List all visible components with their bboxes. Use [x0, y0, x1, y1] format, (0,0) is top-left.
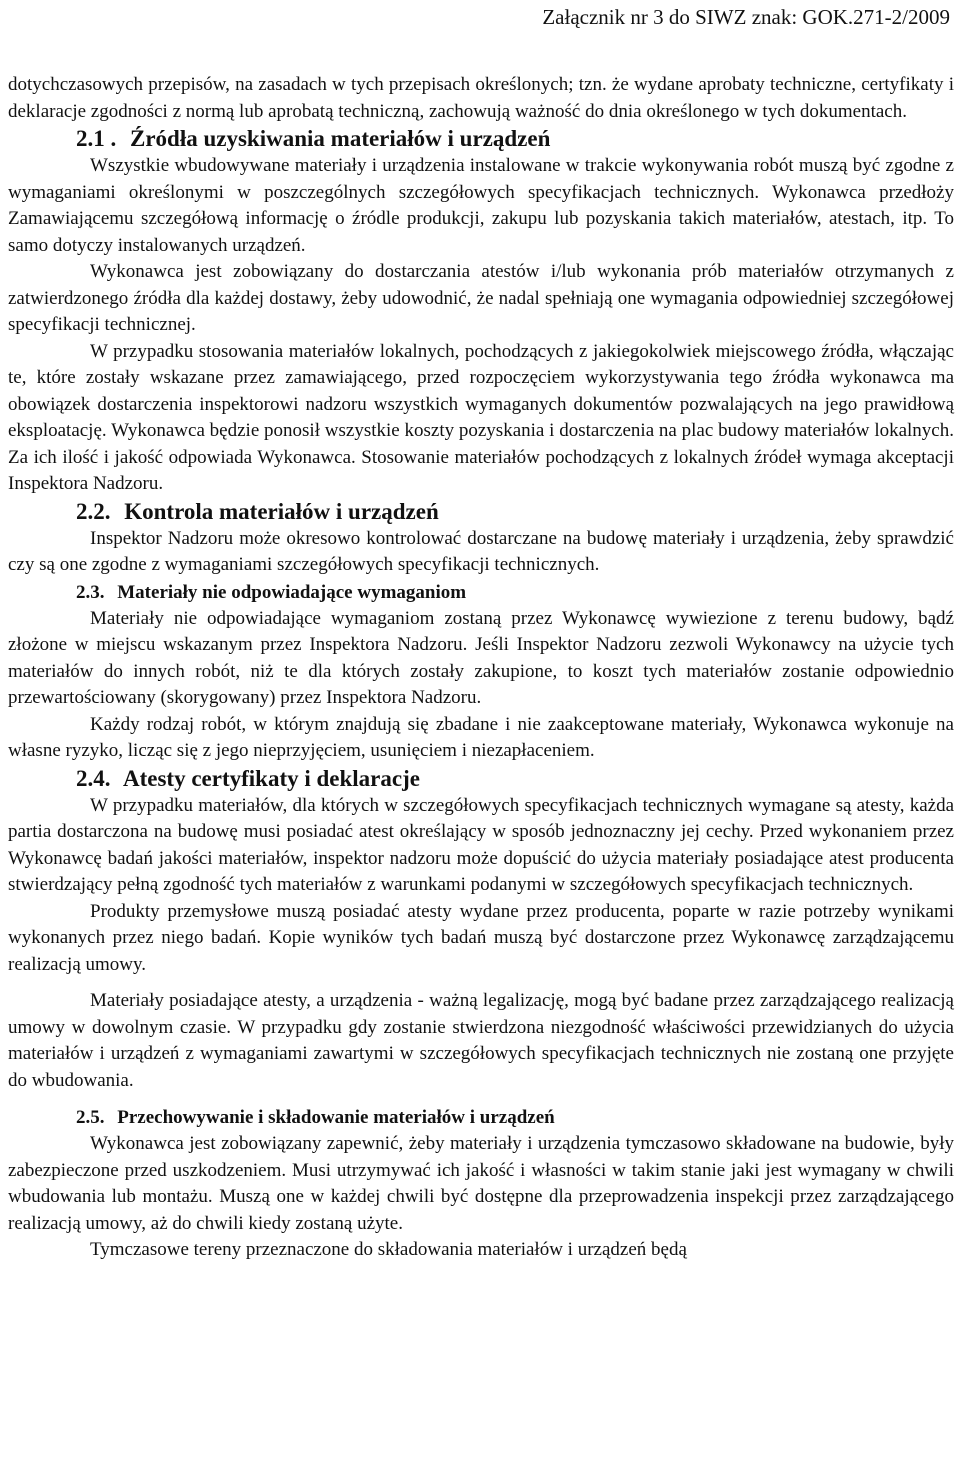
paragraph-gap [8, 1094, 954, 1104]
intro-paragraph: dotychczasowych przepisów, na zasadach w tych przepisach określonych; tzn. że wydane aprobaty techniczne, certyfikaty i deklaracje zgodności z normą lub aprobatą techniczną, zachowują ważność do dnia określonego w tych dokumentach. [8, 74, 954, 122]
section-2-4-paragraph-1: W przypadku materiałów, dla których w szczegółowych specyfikacjach technicznych wymagane są atesty, każda partia dostarczona na budowę musi posiadać atest określający w sposób jednoznaczny jej cechy. Przed wykonaniem przez Wykonawcę badań jakości materiałów, inspektor nadzoru może dopuścić do użycia materiały posiadające atest producenta stwierdzający pełną zgodność tych materiałów z warunkami podanymi w szczegółowych specyfikacjach technicznych. [8, 794, 954, 895]
section-2-4-title: Atesty certyfikaty i deklaracje [122, 765, 420, 791]
section-2-5-number: 2.5. [76, 1107, 105, 1128]
section-2-1-title: Źródła uzyskiwania materiałów i urządzeń [130, 126, 551, 151]
section-2-5-paragraph-1: Wykonawca jest zobowiązany zapewnić, żeby materiały i urządzenia tymczasowo składowane na budowie, były zabezpieczone przed uszkodzeniem. Musi utrzymywać ich jakość i własności w takim stanie jaki jest wymagany w chwili wbudowania lub montażu. Muszą one w każdej chwili być dostępne dla przeprowadzenia inspekcji przez zarządzającego realizacją umowy, aż do chwili kiedy zostaną użyte. [8, 1133, 954, 1234]
section-2-5-paragraph-2: Tymczasowe tereny przeznaczone do składowania materiałów i urządzeń będą [90, 1239, 687, 1260]
paragraph-gap [8, 978, 954, 988]
section-2-3-heading [8, 579, 954, 606]
section-2-4-number: 2.4. [76, 765, 111, 791]
document-page [8, 0, 952, 1461]
section-2-4-heading [8, 765, 954, 793]
section-2-1-paragraph-2: Wykonawca jest zobowiązany do dostarczania atestów i/lub wykonania prób materiałów otrzymanych z zatwierdzonego źródła dla każdej dostawy, żeby udowodnić, że nadal spełniają one wymagania odpowiedniej szczegółowej specyfikacji technicznej. [8, 261, 954, 335]
section-2-3-paragraph-1: Materiały nie odpowiadające wymaganiom zostaną przez Wykonawcę wywiezione z terenu budowy, bądź złożone w miejscu wskazanym przez Inspektora Nadzoru. Jeśli Inspektor Nadzoru zezwoli Wykonawcy na użycie tych materiałów do innych robót, niż te dla których zostały zakupione, to koszt tych materiałów zostanie odpowiednio przewartościowany (skorygowany) przez Inspektora Nadzoru. [8, 607, 954, 708]
document-body [8, 72, 954, 1264]
section-2-3-title: Materiały nie odpowiadające wymaganiom [117, 581, 467, 603]
section-2-1-heading [8, 125, 954, 153]
section-2-5-title: Przechowywanie i składowanie materiałów i urządzeń [117, 1107, 555, 1128]
section-2-5-heading [8, 1104, 954, 1131]
section-2-4-paragraph-3: Materiały posiadające atesty, a urządzenia - ważną legalizację, mogą być badane przez zarządzającego realizacją umowy w dowolnym czasie. W przypadku gdy zostanie stwierdzona niezgodność właściwości przewidzianych do użycia materiałów i urządzeń z wymaganiami zawartymi w szczegółowych specyfikacjach technicznych nie zostaną one przyjęte do wbudowania. [8, 990, 954, 1091]
section-2-1-paragraph-3: W przypadku stosowania materiałów lokalnych, pochodzących z jakiegokolwiek miejscowego źródła, włączając te, które zostały wskazane przez zamawiającego, przed rozpoczęciem wykorzystywania tego źródła wykonawca ma obowiązek dostarczenia inspektorowi nadzoru wszystkich wymaganych dokumentów pozwalających na jego prawidłową eksploatację. Wykonawca będzie ponosił wszystkie koszty pozyskania i dostarczenia na plac budowy materiałów lokalnych. Za ich ilość i jakość odpowiada Wykonawca. Stosowanie materiałów pochodzących z lokalnych źródeł wymaga akceptacji Inspektora Nadzoru. [8, 340, 954, 494]
section-2-1-number: 2.1 . [76, 126, 117, 151]
section-2-2-heading [8, 498, 954, 526]
section-2-2-title: Kontrola materiałów i urządzeń [124, 498, 439, 524]
section-2-4-paragraph-2: Produkty przemysłowe muszą posiadać atesty wydane przez producenta, poparte w razie potrzeby wynikami wykonanych przez niego badań. Kopie wyników tych badań muszą być dostarczone przez Wykonawcę zarządzającemu realizacją umowy. [8, 900, 954, 975]
section-2-1-paragraph-1: Wszystkie wbudowywane materiały i urządzenia instalowane w trakcie wykonywania robót muszą być zgodne z wymaganiami określonymi w poszczególnych szczegółowych specyfikacjach technicznych. Wykonawca przedłoży Zamawiającemu szczegółową informację o źródle produkcji, zakupu lub pozyskania takich materiałów, atestach, itp. To samo dotyczy instalowanych urządzeń. [8, 155, 954, 256]
section-2-2-paragraph-1: Inspektor Nadzoru może okresowo kontrolować dostarczane na budowę materiały i urządzenia, żeby sprawdzić czy są one zgodne z wymaganiami szczegółowych specyfikacji technicznych. [8, 527, 954, 575]
running-header: Załącznik nr 3 do SIWZ znak: GOK.271-2/2009 [542, 5, 950, 29]
section-2-2-number: 2.2. [76, 498, 111, 524]
section-2-3-number: 2.3. [76, 581, 105, 603]
section-2-3-paragraph-2: Każdy rodzaj robót, w którym znajdują się zbadane i nie zaakceptowane materiały, Wykonawca wykonuje na własne ryzyko, licząc się z jego nieprzyjęciem, usunięciem i niezapłaceniem. [8, 713, 954, 761]
